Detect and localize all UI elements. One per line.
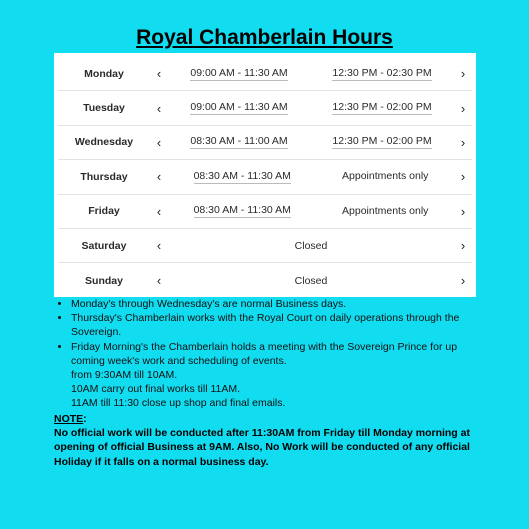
- day-row-tuesday: [58, 91, 472, 125]
- closed-status: Closed: [294, 239, 328, 252]
- list-item: [71, 340, 491, 411]
- time-slot-2[interactable]: 12:30 PM - 02:30 PM: [332, 66, 432, 79]
- day-label: Monday: [84, 67, 124, 80]
- chevron-right-icon[interactable]: ›: [460, 66, 466, 82]
- day-row-saturday: [58, 229, 472, 263]
- day-row-monday: [58, 57, 472, 91]
- time-slot-1[interactable]: 08:30 AM - 11:30 AM: [193, 204, 291, 217]
- time-slot-2[interactable]: 12:30 PM - 02:00 PM: [332, 135, 432, 148]
- chevron-left-icon[interactable]: ‹: [156, 100, 162, 116]
- appointments-only-text: Appointments only: [342, 170, 429, 183]
- list-item: [71, 297, 491, 311]
- time-slot-1[interactable]: 08:30 AM - 11:00 AM: [190, 135, 288, 148]
- day-label: Friday: [88, 205, 120, 218]
- note-text: No official work will be conducted after 11:30AM from Friday till Monday morning at opening of official Business at 9AM. Also, No Work will be conducted of any official Holiday if it falls on a normal business day.: [54, 427, 470, 468]
- chevron-right-icon[interactable]: ›: [460, 203, 466, 219]
- day-label: Tuesday: [83, 102, 125, 115]
- friday-detail: 11AM till 11:30 close up shop and final emails.: [71, 397, 286, 410]
- chevron-right-icon[interactable]: ›: [460, 134, 466, 150]
- day-row-thursday: [58, 160, 472, 194]
- chevron-left-icon[interactable]: ‹: [156, 66, 162, 82]
- chevron-right-icon[interactable]: ›: [460, 238, 466, 254]
- appointments-only-text: Appointments only: [342, 204, 429, 217]
- chevron-left-icon[interactable]: ‹: [156, 169, 162, 185]
- day-label: Sunday: [85, 274, 123, 287]
- note-text: Monday's through Wednesday's are normal Business days.: [71, 298, 347, 310]
- chevron-left-icon[interactable]: ‹: [156, 238, 162, 254]
- day-row-friday: [58, 195, 472, 229]
- chevron-right-icon[interactable]: ›: [460, 273, 466, 289]
- time-slot-1[interactable]: 09:00 AM - 11:30 AM: [190, 101, 288, 114]
- day-row-sunday: [58, 263, 472, 297]
- chevron-right-icon[interactable]: ›: [460, 169, 466, 185]
- closed-status: Closed: [294, 274, 328, 287]
- day-row-wednesday: [58, 126, 472, 160]
- day-label: Wednesday: [74, 136, 134, 149]
- notes-list: [54, 297, 491, 411]
- note-label: NOTE: [54, 413, 84, 425]
- note-block: NOTE: No official work will be conducted after 11:30AM from Friday till Monday morning at opening of official Business at 9AM. Also, No Work will be conducted of any official Holiday if it falls on a normal business day.: [54, 412, 482, 469]
- chevron-left-icon[interactable]: ‹: [156, 273, 162, 289]
- friday-detail: 10AM carry out final works till 11AM.: [71, 383, 241, 396]
- chevron-left-icon[interactable]: ‹: [156, 203, 162, 219]
- page-title: Royal Chamberlain Hours: [136, 26, 393, 49]
- friday-detail: from 9:30AM till 10AM.: [71, 369, 178, 382]
- note-text: Thursday's Chamberlain works with the Royal Court on daily operations through the Sovereign.: [71, 312, 460, 339]
- day-label: Thursday: [80, 170, 128, 183]
- chevron-right-icon[interactable]: ›: [460, 100, 466, 116]
- time-slot-2[interactable]: 12:30 PM - 02:00 PM: [332, 101, 432, 114]
- chevron-left-icon[interactable]: ‹: [156, 134, 162, 150]
- note-text: Friday Morning's the Chamberlain holds a meeting with the Sovereign Prince for up coming week's work and scheduling of events.: [71, 340, 458, 367]
- time-slot-1[interactable]: 08:30 AM - 11:30 AM: [193, 169, 291, 182]
- time-slot-1[interactable]: 09:00 AM - 11:30 AM: [190, 66, 288, 79]
- list-item: [71, 311, 491, 339]
- hours-table: [54, 53, 476, 297]
- day-label: Saturday: [81, 239, 127, 252]
